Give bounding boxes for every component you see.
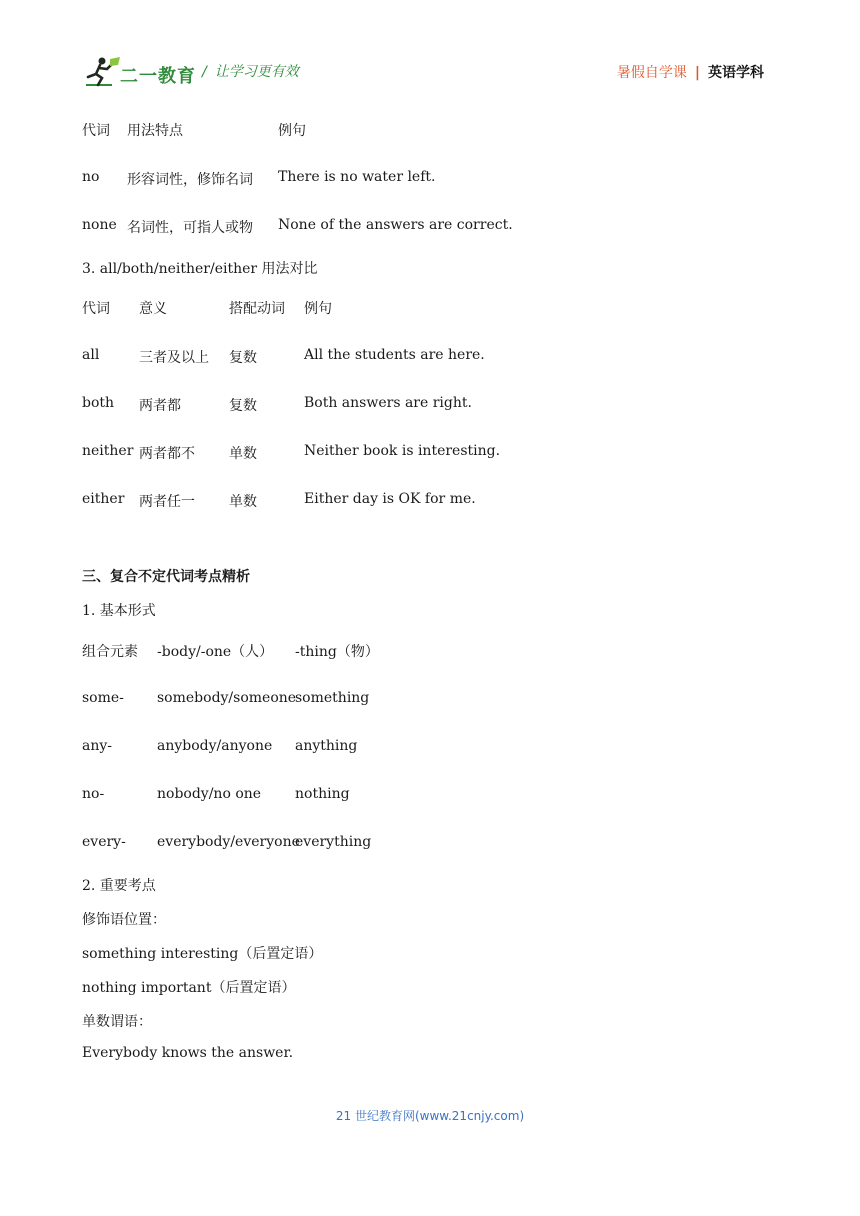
table3-cell: everything [295, 834, 372, 850]
table3-cell: somebody/someone [157, 690, 297, 706]
table2-cell: neither [82, 443, 134, 459]
table3-cell: anything [295, 738, 358, 754]
table1-header-cell: 例句 [278, 123, 306, 139]
table3-header-cell: -body/-one（人） [157, 644, 274, 660]
point-line: nothing important（后置定语） [82, 980, 296, 996]
table2-cell: All the students are here. [304, 347, 485, 363]
table2-header-cell: 代词 [82, 301, 110, 317]
table2-cell: all [82, 347, 100, 363]
table1-cell: none [82, 217, 117, 233]
table2-cell: 两者任一 [139, 494, 195, 510]
table2-header-cell: 搭配动词 [229, 301, 285, 317]
table2-header-cell: 意义 [139, 301, 167, 317]
table1-header-cell: 代词 [82, 123, 110, 139]
table3-header-cell: 组合元素 [82, 644, 138, 660]
page-header [0, 0, 860, 100]
course-label: 暑假自学课 [616, 65, 687, 81]
subsection-heading: 1. 基本形式 [82, 603, 156, 619]
logo-text: 二一教育 [120, 66, 196, 87]
table2-cell: Both answers are right. [304, 395, 472, 411]
table3-cell: nothing [295, 786, 350, 802]
table3-cell: anybody/anyone [157, 738, 273, 754]
subsection-heading: 2. 重要考点 [82, 878, 156, 894]
table2-cell: Either day is OK for me. [304, 491, 476, 507]
table3-cell: some- [82, 690, 124, 706]
table2-cell: 复数 [229, 350, 257, 366]
part-heading: 三、复合不定代词考点精析 [82, 569, 250, 585]
slogan-slash: / [202, 64, 207, 80]
table2-cell: 两者都 [139, 398, 181, 414]
table2-cell: both [82, 395, 115, 411]
table2-cell: 两者都不 [139, 446, 195, 462]
point-line: something interesting（后置定语） [82, 946, 323, 962]
table3-cell: something [295, 690, 370, 706]
point-line: 单数谓语： [82, 1014, 152, 1030]
table2-cell: Neither book is interesting. [304, 443, 501, 459]
table1-cell: 形容词性，修饰名词 [127, 172, 253, 188]
slogan [202, 61, 299, 81]
table1-cell: There is no water left. [278, 169, 436, 185]
table2-cell: 单数 [229, 494, 257, 510]
table2-cell: either [82, 491, 125, 507]
table3-cell: everybody/everyone [157, 834, 300, 850]
point-line: Everybody knows the answer. [82, 1045, 294, 1061]
table1-header-cell: 用法特点 [127, 123, 183, 139]
table2-cell: 三者及以上 [139, 350, 209, 366]
point-line: 修饰语位置： [82, 912, 166, 928]
table2-cell: 单数 [229, 446, 257, 462]
page-footer: 21 世纪教育网(www.21cnjy.com) [335, 1109, 525, 1123]
section-heading: 3. all/both/neither/either 用法对比 [82, 261, 318, 277]
logo [82, 55, 202, 89]
header-divider: | [694, 65, 700, 81]
slogan-text: 让学习更有效 [214, 64, 299, 80]
table2-cell: 复数 [229, 398, 257, 414]
table1-cell: 名词性，可指人或物 [127, 220, 253, 236]
table1-cell: None of the answers are correct. [278, 217, 513, 233]
header-course-info [617, 62, 764, 82]
subject-label: 英语学科 [708, 65, 764, 81]
table3-header-cell: -thing（物） [295, 644, 379, 660]
table1-cell: no [82, 169, 100, 185]
table2-header-cell: 例句 [304, 301, 332, 317]
table3-cell: no- [82, 786, 105, 802]
runner-logo-icon [82, 55, 122, 89]
table3-cell: every- [82, 834, 126, 850]
table3-cell: any- [82, 738, 113, 754]
table3-cell: nobody/no one [157, 786, 262, 802]
